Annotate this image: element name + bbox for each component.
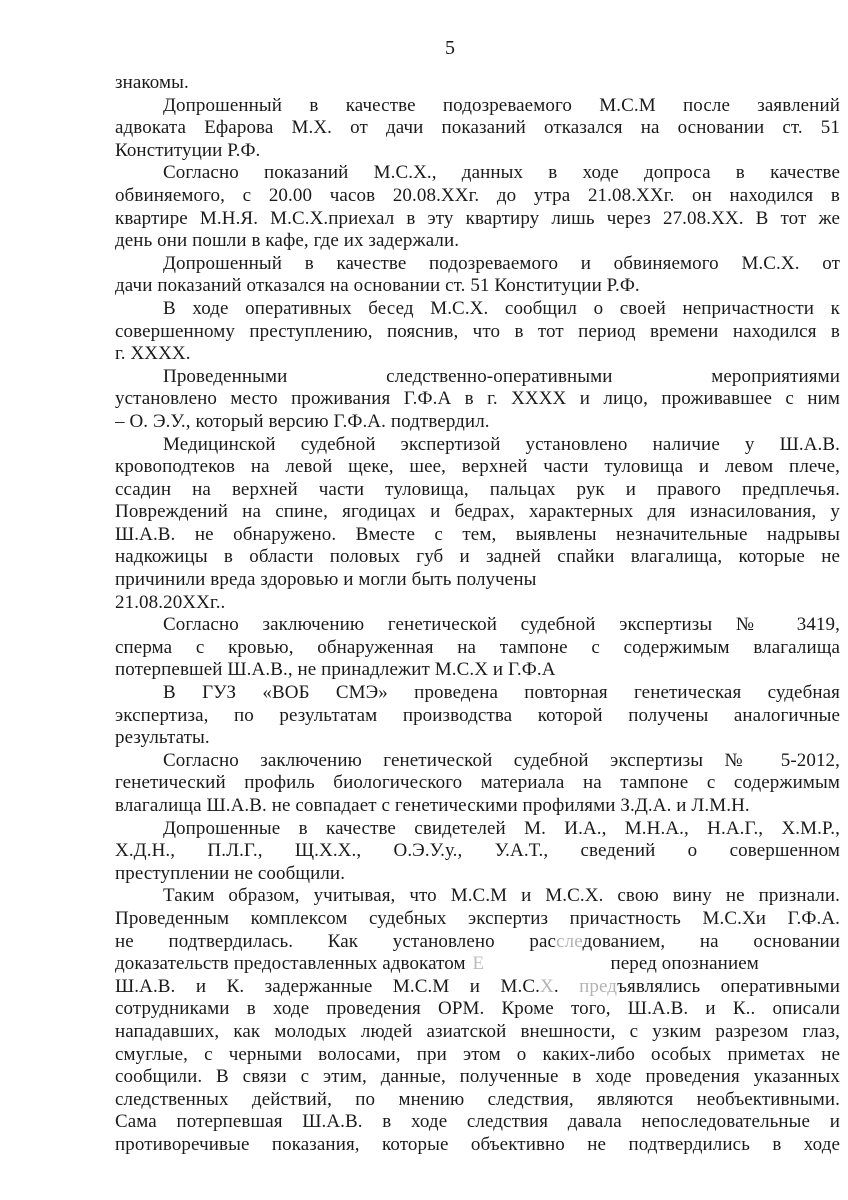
paragraph: [115, 253, 840, 298]
text-line: нападавших, как молодых людей азиатской внешности, с узким разрезом глаз,: [115, 1020, 840, 1042]
paragraph: [115, 614, 840, 682]
text-line: Согласно заключению генетической судебной экспертизы № 3419,: [163, 614, 840, 636]
text-line: Повреждений на спине, ягодицах и бедрах, характерных для изнасилования, у: [115, 501, 840, 523]
text-segment: не подтвердилась. Как установлено рас: [115, 930, 557, 952]
text-segment: .: [553, 975, 580, 997]
text-line: Согласно показаний М.С.Х., данных в ходе допроса в качестве: [163, 162, 840, 184]
paragraph: [115, 162, 840, 252]
text-line: экспертиза, по результатам производства которой получены аналогичные: [115, 704, 840, 726]
text-line: Допрошенный в качестве подозреваемого и обвиняемого М.С.Х. от: [163, 252, 840, 274]
document-body: [115, 72, 840, 1157]
paragraph: [115, 818, 840, 886]
text-line: следственных действий, по мнению следствия, являются необъективными.: [115, 1088, 840, 1110]
text-line: результаты.: [115, 727, 210, 749]
text-line: Проведенными следственно-оперативными мероприятиями: [163, 365, 840, 387]
faded-text: Х: [540, 975, 554, 997]
text-line: сперма с кровью, обнаруженная на тампоне с содержимым влагалища: [115, 636, 840, 658]
text-line: знакомы.: [115, 72, 189, 93]
paragraph: [115, 298, 840, 366]
text-line: сообщили. В связи с этим, данные, полученные в ходе проведения указанных: [115, 1066, 840, 1088]
text-segment: дованием, на основании: [582, 930, 840, 952]
text-line: Ш.А.В. не обнаружено. Вместе с тем, выявлены незначительные надрывы: [115, 523, 840, 545]
paragraph: [115, 682, 840, 750]
text-line: квартире М.Н.Я. М.С.Х.приехал в эту квартиру лишь через 27.08.ХХ. В тот же: [115, 207, 840, 229]
text-line: совершенному преступлению, пояснив, что в тот период времени находился в: [115, 320, 840, 342]
faded-text: сле: [556, 930, 583, 952]
text-line: смуглые, с черными волосами, при этом о каких-либо особых приметах не: [115, 1043, 840, 1065]
text-segment: Ш.А.В. и К. задержанные М.С.М и М.С.: [115, 975, 540, 997]
paragraph: [115, 885, 840, 1156]
text-line: Таким образом, учитывая, что М.С.М и М.С.Х. свою вину не признали.: [163, 885, 840, 907]
text-line: дачи показаний отказался на основании ст. 51 Конституции Р.Ф.: [115, 275, 640, 297]
text-line: генетический профиль биологического материала на тампоне с содержимым: [115, 772, 840, 794]
text-segment: перед опознанием: [610, 953, 759, 975]
text-line: кровоподтеков на левой щеке, шее, верхней части туловища и левом плече,: [115, 456, 840, 478]
text-line: Проведенным комплексом судебных экспертиз причастность М.С.Хи Г.Ф.А.: [115, 907, 840, 929]
text-line: причинили вреда здоровью и могли быть получены: [115, 569, 537, 591]
text-line: [115, 976, 840, 999]
text-line: Сама потерпевшая Ш.А.В. в ходе следствия давала непоследовательные и: [115, 1111, 840, 1133]
redaction-gap: Е: [472, 953, 485, 975]
text-line: противоречивые показания, которые объективно не подтвердились в ходе: [115, 1133, 840, 1155]
text-line: 21.08.20ХХг..: [115, 591, 226, 613]
paragraph: [115, 434, 840, 615]
text-line: адвоката Ефарова М.Х. от дачи показаний отказался на основании ст. 51: [115, 117, 840, 139]
paragraph: [115, 72, 840, 95]
text-line: Х.Д.Н., П.Л.Г., Щ.Х.Х., О.Э.У.у., У.А.Т., сведений о совершенном: [115, 840, 840, 862]
text-line: г. ХХХХ.: [115, 343, 191, 365]
text-line: В ГУЗ «ВОБ СМЭ» проведена повторная генетическая судебная: [163, 682, 840, 704]
text-line: установлено место проживания Г.Ф.А в г. ХХХХ и лицо, проживавшее с ним: [115, 388, 840, 410]
text-line: потерпевшей Ш.А.В., не принадлежит М.С.Х и Г.Ф.А: [115, 659, 556, 681]
text-line: ссадин на верхней части туловища, пальцах рук и правого предплечья.: [115, 478, 840, 500]
text-line: [115, 931, 840, 954]
page-sheet: [115, 0, 840, 1157]
text-line: [115, 953, 840, 976]
faded-text: пред: [579, 975, 618, 997]
paragraph: [115, 366, 840, 434]
text-line: день они пошли в кафе, где их задержали.: [115, 230, 460, 252]
text-line: надкожицы в области половых губ и задней спайки влагалища, которые не: [115, 546, 840, 568]
paragraph: [115, 95, 840, 163]
text-line: Допрошенный в качестве подозреваемого М.С.М после заявлений: [163, 94, 840, 116]
text-line: В ходе оперативных бесед М.С.Х. сообщил о своей непричастности к: [163, 297, 840, 319]
text-line: влагалища Ш.А.В. не совпадает с генетическими профилями З.Д.А. и Л.М.Н.: [115, 795, 750, 816]
text-line: – О. Э.У., который версию Г.Ф.А. подтвердил.: [115, 410, 490, 432]
text-segment: ъявлялись оперативными: [617, 975, 840, 997]
text-line: сотрудниками в ходе проведения ОРМ. Кроме того, Ш.А.В. и К.. описали: [115, 998, 840, 1020]
text-line: преступлении не сообщили.: [115, 862, 346, 884]
text-segment: доказательств предоставленных адвокатом: [115, 953, 471, 975]
text-line: Медицинской судебной экспертизой установлено наличие у Ш.А.В.: [163, 433, 840, 455]
text-line: обвиняемого, с 20.00 часов 20.08.ХХг. до утра 21.08.ХХг. он находился в: [115, 184, 840, 206]
text-line: Согласно заключению генетической судебной экспертизы № 5-2012,: [163, 749, 840, 771]
paragraph: [115, 750, 840, 818]
text-line: Конституции Р.Ф.: [115, 139, 261, 161]
text-line: Допрошенные в качестве свидетелей М. И.А., М.Н.А., Н.А.Г., Х.М.Р.,: [163, 817, 840, 839]
page-number: 5: [445, 37, 455, 59]
